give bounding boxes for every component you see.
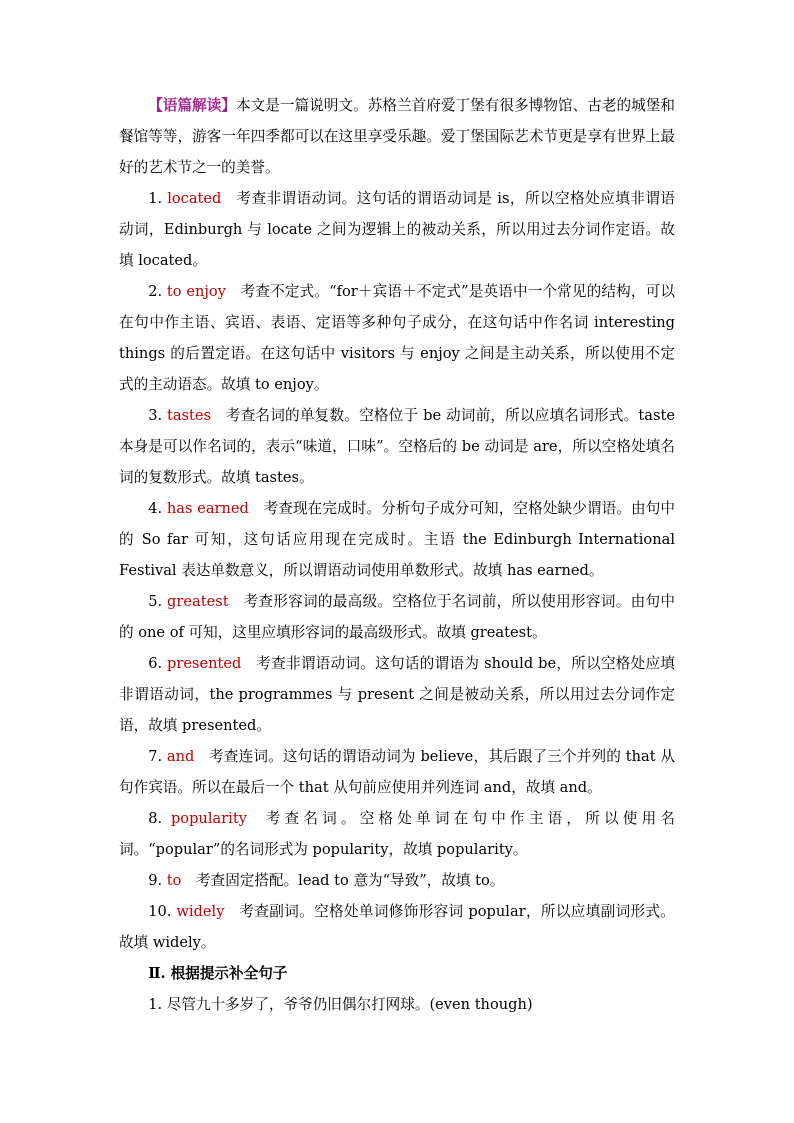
answer-number: 4. — [148, 500, 167, 517]
answer-item-6 — [119, 648, 675, 741]
answer-item-7 — [119, 741, 675, 803]
answer-word: to enjoy — [166, 283, 226, 300]
answer-item-2 — [119, 276, 675, 400]
answer-word: tastes — [166, 407, 212, 424]
question-1: 1. 尽管九十多岁了，爷爷仍旧偶尔打网球。(even though) — [148, 996, 533, 1013]
intro-text: 本文是一篇说明文。苏格兰首府爱丁堡有很多博物馆、古老的城堡和餐馆等等，游客一年四季都可以在这里享受乐趣。爱丁堡国际艺术节更是享有世界上最好的艺术节之一的美誉。 — [119, 97, 675, 176]
answer-number: 3. — [148, 407, 167, 424]
answer-explanation: 考查连词。这句话的谓语动词为 believe，其后跟了三个并列的 that 从句作宾语。所以在最后一个 that 从句前应使用并列连词 and，故填 and。 — [119, 748, 675, 796]
answer-explanation: 考查不定式。“for＋宾语＋不定式”是英语中一个常见的结构，可以在句中作主语、宾语、表语、定语等多种句子成分，在这句话中作名词 interesting things 的后置定语。在这句话中 visitors 与 enjoy 之间是主动关系，所以使用不定式的主动语态。故填 to enjoy。 — [119, 283, 675, 393]
answer-word: widely — [176, 903, 225, 920]
answer-number: 8. — [148, 810, 171, 827]
answer-item-4 — [119, 493, 675, 586]
answer-explanation: 考查非谓语动词。这句话的谓语动词是 is，所以空格处应填非谓语动词，Edinburgh 与 locate 之间为逻辑上的被动关系，所以用过去分词作定语。故填 located。 — [119, 190, 675, 269]
answer-explanation: 考查形容词的最高级。空格位于名词前，所以使用形容词。由句中的 one of 可知，这里应填形容词的最高级形式。故填 greatest。 — [119, 593, 675, 641]
answer-word: and — [166, 748, 195, 765]
document-content — [119, 90, 675, 1020]
answer-word: greatest — [167, 593, 229, 610]
answer-item-10 — [119, 896, 675, 958]
answer-word: presented — [167, 655, 242, 672]
answer-number: 1. — [148, 190, 168, 207]
answer-explanation: 考查名词的单复数。空格位于 be 动词前，所以应填名词形式。taste 本身是可以作名词的，表示“味道，口味”。空格后的 be 动词是 are，所以空格处填名词的复数形式。故填 tastes。 — [119, 407, 675, 486]
answer-word: to — [166, 872, 182, 889]
answer-number: 7. — [148, 748, 167, 765]
intro-label: 【语篇解读】 — [148, 97, 236, 114]
answer-item-9 — [119, 865, 675, 896]
section-title: Ⅱ. 根据提示补全句子 — [148, 965, 288, 982]
answer-item-3 — [119, 400, 675, 493]
answer-explanation: 考查名词。空格处单词在句中作主语，所以使用名词。“popular”的名词形式为 popularity，故填 popularity。 — [119, 810, 675, 858]
answer-item-5 — [119, 586, 675, 648]
answer-explanation: 考查固定搭配。lead to 意为“导致”，故填 to。 — [196, 872, 505, 889]
answer-word: has earned — [166, 500, 249, 517]
answer-explanation: 考查非谓语动词。这句话的谓语为 should be，所以空格处应填非谓语动词，the programmes 与 present 之间是被动关系，所以用过去分词作定语，故填 presented。 — [119, 655, 675, 734]
answer-explanation: 考查现在完成时。分析句子成分可知，空格处缺少谓语。由句中的 So far 可知，这句话应用现在完成时。主语 the Edinburgh International Festival 表达单数意义，所以谓语动词使用单数形式。故填 has earned。 — [119, 500, 675, 579]
answer-number: 9. — [148, 872, 167, 889]
answer-item-8 — [119, 803, 675, 865]
answer-item-1 — [119, 183, 675, 276]
answer-word: located — [167, 190, 222, 207]
answer-number: 10. — [148, 903, 177, 920]
answer-word: popularity — [170, 810, 247, 827]
intro-paragraph — [119, 90, 675, 183]
answer-number: 5. — [148, 593, 168, 610]
answer-explanation: 考查副词。空格处单词修饰形容词 popular，所以应填副词形式。故填 widely。 — [119, 903, 675, 951]
answer-number: 6. — [148, 655, 168, 672]
answer-number: 2. — [148, 283, 167, 300]
